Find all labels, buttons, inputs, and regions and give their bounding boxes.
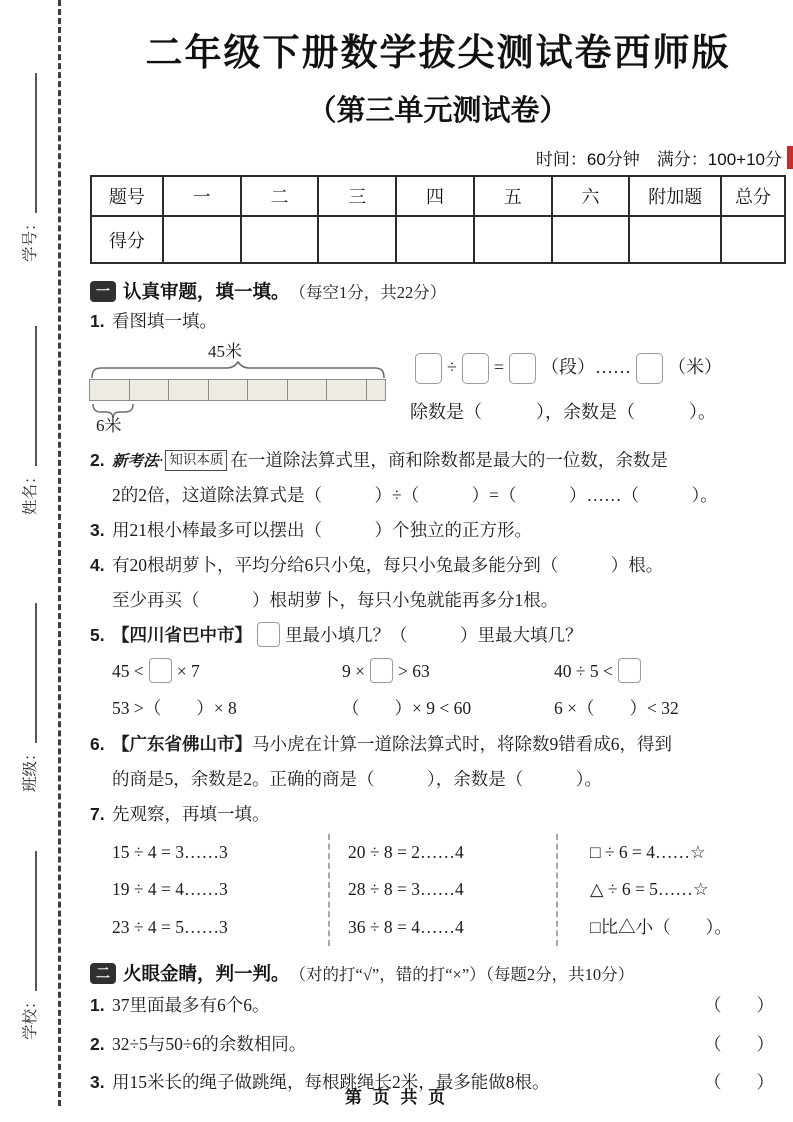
page-footer: 第 页 共 页	[344, 1088, 449, 1107]
name-label: 姓名：	[22, 468, 39, 515]
score-header-cell: 六	[552, 176, 630, 216]
equation-column-3	[558, 834, 786, 947]
judge-item-2: 2. 32÷5与50÷6的余数相同。 （ ）	[90, 1025, 786, 1063]
fill-box	[257, 622, 280, 647]
judge-item-1: 1. 37里面最多有6个6。 （ ）	[90, 986, 786, 1024]
score-cell	[629, 216, 721, 263]
section-two-header	[90, 960, 786, 986]
school-label: 学校：	[22, 993, 39, 1040]
question-4-line2: 至少再买（ ）根胡萝卜，每只小兔就能再多分1根。	[112, 590, 559, 610]
region-source-tag: 【广东省佛山市】	[112, 733, 252, 754]
score-cell	[318, 216, 396, 263]
equation-column-1	[112, 834, 330, 947]
question-number: 1.	[90, 995, 105, 1016]
question-3: 3. 用21根小棒最多可以摆出（ ）个独立的正方形。	[90, 513, 786, 548]
score-cell	[241, 216, 319, 263]
judge-item-3: 3. 用15米长的绳子做跳绳，每根跳绳长2米，最多能做8根。 （ ）	[90, 1063, 786, 1101]
answer-box	[509, 353, 536, 384]
question-number: 4.	[90, 555, 105, 575]
section-one-note: （每空1分，共22分）	[289, 283, 447, 302]
equation-line: ÷ = （段）…… （米）	[410, 353, 786, 384]
question-7-equations	[90, 834, 786, 947]
answer-box	[636, 353, 663, 384]
bar-segment	[326, 379, 367, 401]
judge-answer-blank: （ ）	[704, 995, 774, 1016]
dashed-cut-line	[58, 0, 61, 1106]
sidebar-field-student-id	[12, 12, 46, 262]
question-4: 4. 有20根胡萝卜，平均分给6只小兔，每只小兔最多能分到（ ）根。 至少再买（ ）根胡萝卜，每只小兔就能再多分1根。	[90, 548, 786, 618]
class-write-line	[22, 603, 37, 743]
divisor-remainder-line: 除数是（ ），余数是（ ）。	[410, 402, 716, 423]
section-one-header	[90, 278, 786, 304]
score-cell	[396, 216, 474, 263]
question-number: 7.	[90, 803, 105, 824]
score-header-cell: 五	[474, 176, 552, 216]
fill-box	[618, 658, 641, 683]
question-number: 3.	[90, 520, 105, 540]
score-cell	[552, 216, 630, 263]
question-2: 2. 新考法· 知识本质 在一道除法算式里，商和除数都是最大的一位数，余数是 2的2倍，这道除法算式是（ ）÷（ ）=（ ）……（ ）。	[90, 443, 786, 513]
bar-segment	[287, 379, 328, 401]
sidebar-field-class	[12, 542, 46, 792]
equation: 36 ÷ 8 = 4……4	[348, 916, 464, 937]
question-number: 6.	[90, 733, 105, 754]
question-5: 5. 【四川省巴中市】 里最小填几？（ ）里最大填几？	[90, 618, 786, 653]
equation: △ ÷ 6 = 5……☆	[590, 879, 709, 900]
score-table	[90, 175, 786, 264]
question-number: 3.	[90, 1071, 105, 1092]
red-edge-mark	[787, 146, 793, 169]
score-cell	[163, 216, 241, 263]
time-score-meta: 时间：60分钟 满分：100+10分	[535, 150, 782, 169]
inequality-item: 40 ÷ 5 <	[554, 653, 786, 690]
inequality-item: （ ）× 9 < 60	[342, 697, 472, 718]
judge-answer-blank: （ ）	[704, 1033, 774, 1054]
question-number: 2.	[90, 1033, 105, 1054]
inequality-item: 45 < × 7	[112, 653, 342, 690]
question-number: 1.	[90, 311, 105, 331]
section-one-icon: 一	[90, 281, 116, 302]
page-subtitle: （第三单元测试卷）	[307, 95, 569, 127]
score-row-label: 得分	[91, 216, 163, 263]
judge-answer-blank: （ ）	[704, 1071, 774, 1092]
bar-unit-length-label: 6米	[96, 416, 122, 435]
question-number: 5.	[90, 625, 105, 645]
top-brace	[90, 361, 386, 379]
section-two-title: 火眼金睛，判一判。	[123, 963, 290, 985]
rope-bar	[90, 379, 386, 401]
score-header-cell: 一	[163, 176, 241, 216]
equation: 15 ÷ 4 = 3……3	[112, 841, 228, 862]
segment-bar-diagram	[90, 341, 398, 437]
bar-segment	[247, 379, 288, 401]
student-id-write-line	[22, 73, 37, 213]
score-header-cell: 三	[318, 176, 396, 216]
section-two-icon: 二	[90, 963, 116, 984]
question-6-line2: 的商是5，余数是2。正确的商是（ ），余数是（ ）。	[112, 768, 602, 789]
equation: 20 ÷ 8 = 2……4	[348, 841, 464, 862]
name-write-line	[22, 326, 37, 466]
question-1: 1. 看图填一填。	[90, 304, 786, 339]
fill-box	[370, 658, 393, 683]
score-cell	[474, 216, 552, 263]
school-write-line	[22, 851, 37, 991]
student-id-label: 学号：	[22, 215, 39, 262]
question-7: 7. 先观察，再填一填。	[90, 797, 786, 832]
score-header-cell: 总分	[721, 176, 785, 216]
inequality-item: 9 × > 63	[342, 653, 554, 690]
bar-remainder-segment	[366, 379, 386, 401]
inequality-item: 53 >（ ）× 8	[112, 697, 237, 718]
question-number: 2.	[90, 450, 105, 470]
knowledge-essence-badge: 知识本质	[165, 450, 227, 471]
score-header-cell: 四	[396, 176, 474, 216]
new-method-badge: 新考法	[112, 453, 159, 470]
sidebar-field-name	[12, 265, 46, 515]
bar-segment	[89, 379, 130, 401]
score-header-cell: 题号	[91, 176, 163, 216]
equation: 23 ÷ 4 = 5……3	[112, 916, 228, 937]
equation: □比△小（ ）。	[590, 916, 732, 937]
equation: 28 ÷ 8 = 3……4	[348, 879, 464, 900]
equation: 19 ÷ 4 = 4……3	[112, 879, 228, 900]
class-label: 班级：	[22, 745, 39, 792]
paper-body	[90, 0, 786, 1101]
bar-segment	[129, 379, 170, 401]
section-one-title: 认真审题，填一填。	[123, 281, 290, 302]
bar-total-length-label: 45米	[208, 342, 242, 361]
question-5-inequalities	[90, 653, 786, 727]
bar-segment	[208, 379, 249, 401]
score-cell	[721, 216, 785, 263]
question-1-figure-row	[90, 341, 786, 437]
question-6: 6. 【广东省佛山市】马小虎在计算一道除法算式时，将除数9错看成6，得到 的商是5，余数是2。正确的商是（ ），余数是（ ）。	[90, 727, 786, 797]
fill-box	[149, 658, 172, 683]
equation-column-2	[330, 834, 558, 947]
question-2-line2: 2的2倍，这道除法算式是（ ）÷（ ）=（ ）……（ ）。	[112, 485, 718, 505]
score-header-cell: 附加题	[629, 176, 721, 216]
section-two-note: （对的打“√”，错的打“×”）（每题2分，共10分）	[289, 965, 635, 985]
region-source-tag: 【四川省巴中市】	[112, 625, 252, 645]
question-1-equation	[398, 341, 786, 437]
page-title: 二年级下册数学拔尖测试卷西师版	[145, 32, 731, 73]
sidebar-field-school	[12, 790, 46, 1040]
inequality-item: 6 ×（ ）< 32	[554, 697, 679, 718]
equation: □ ÷ 6 = 4……☆	[590, 841, 706, 862]
answer-box	[462, 353, 489, 384]
answer-box	[415, 353, 442, 384]
score-header-cell: 二	[241, 176, 319, 216]
bar-segment	[168, 379, 209, 401]
